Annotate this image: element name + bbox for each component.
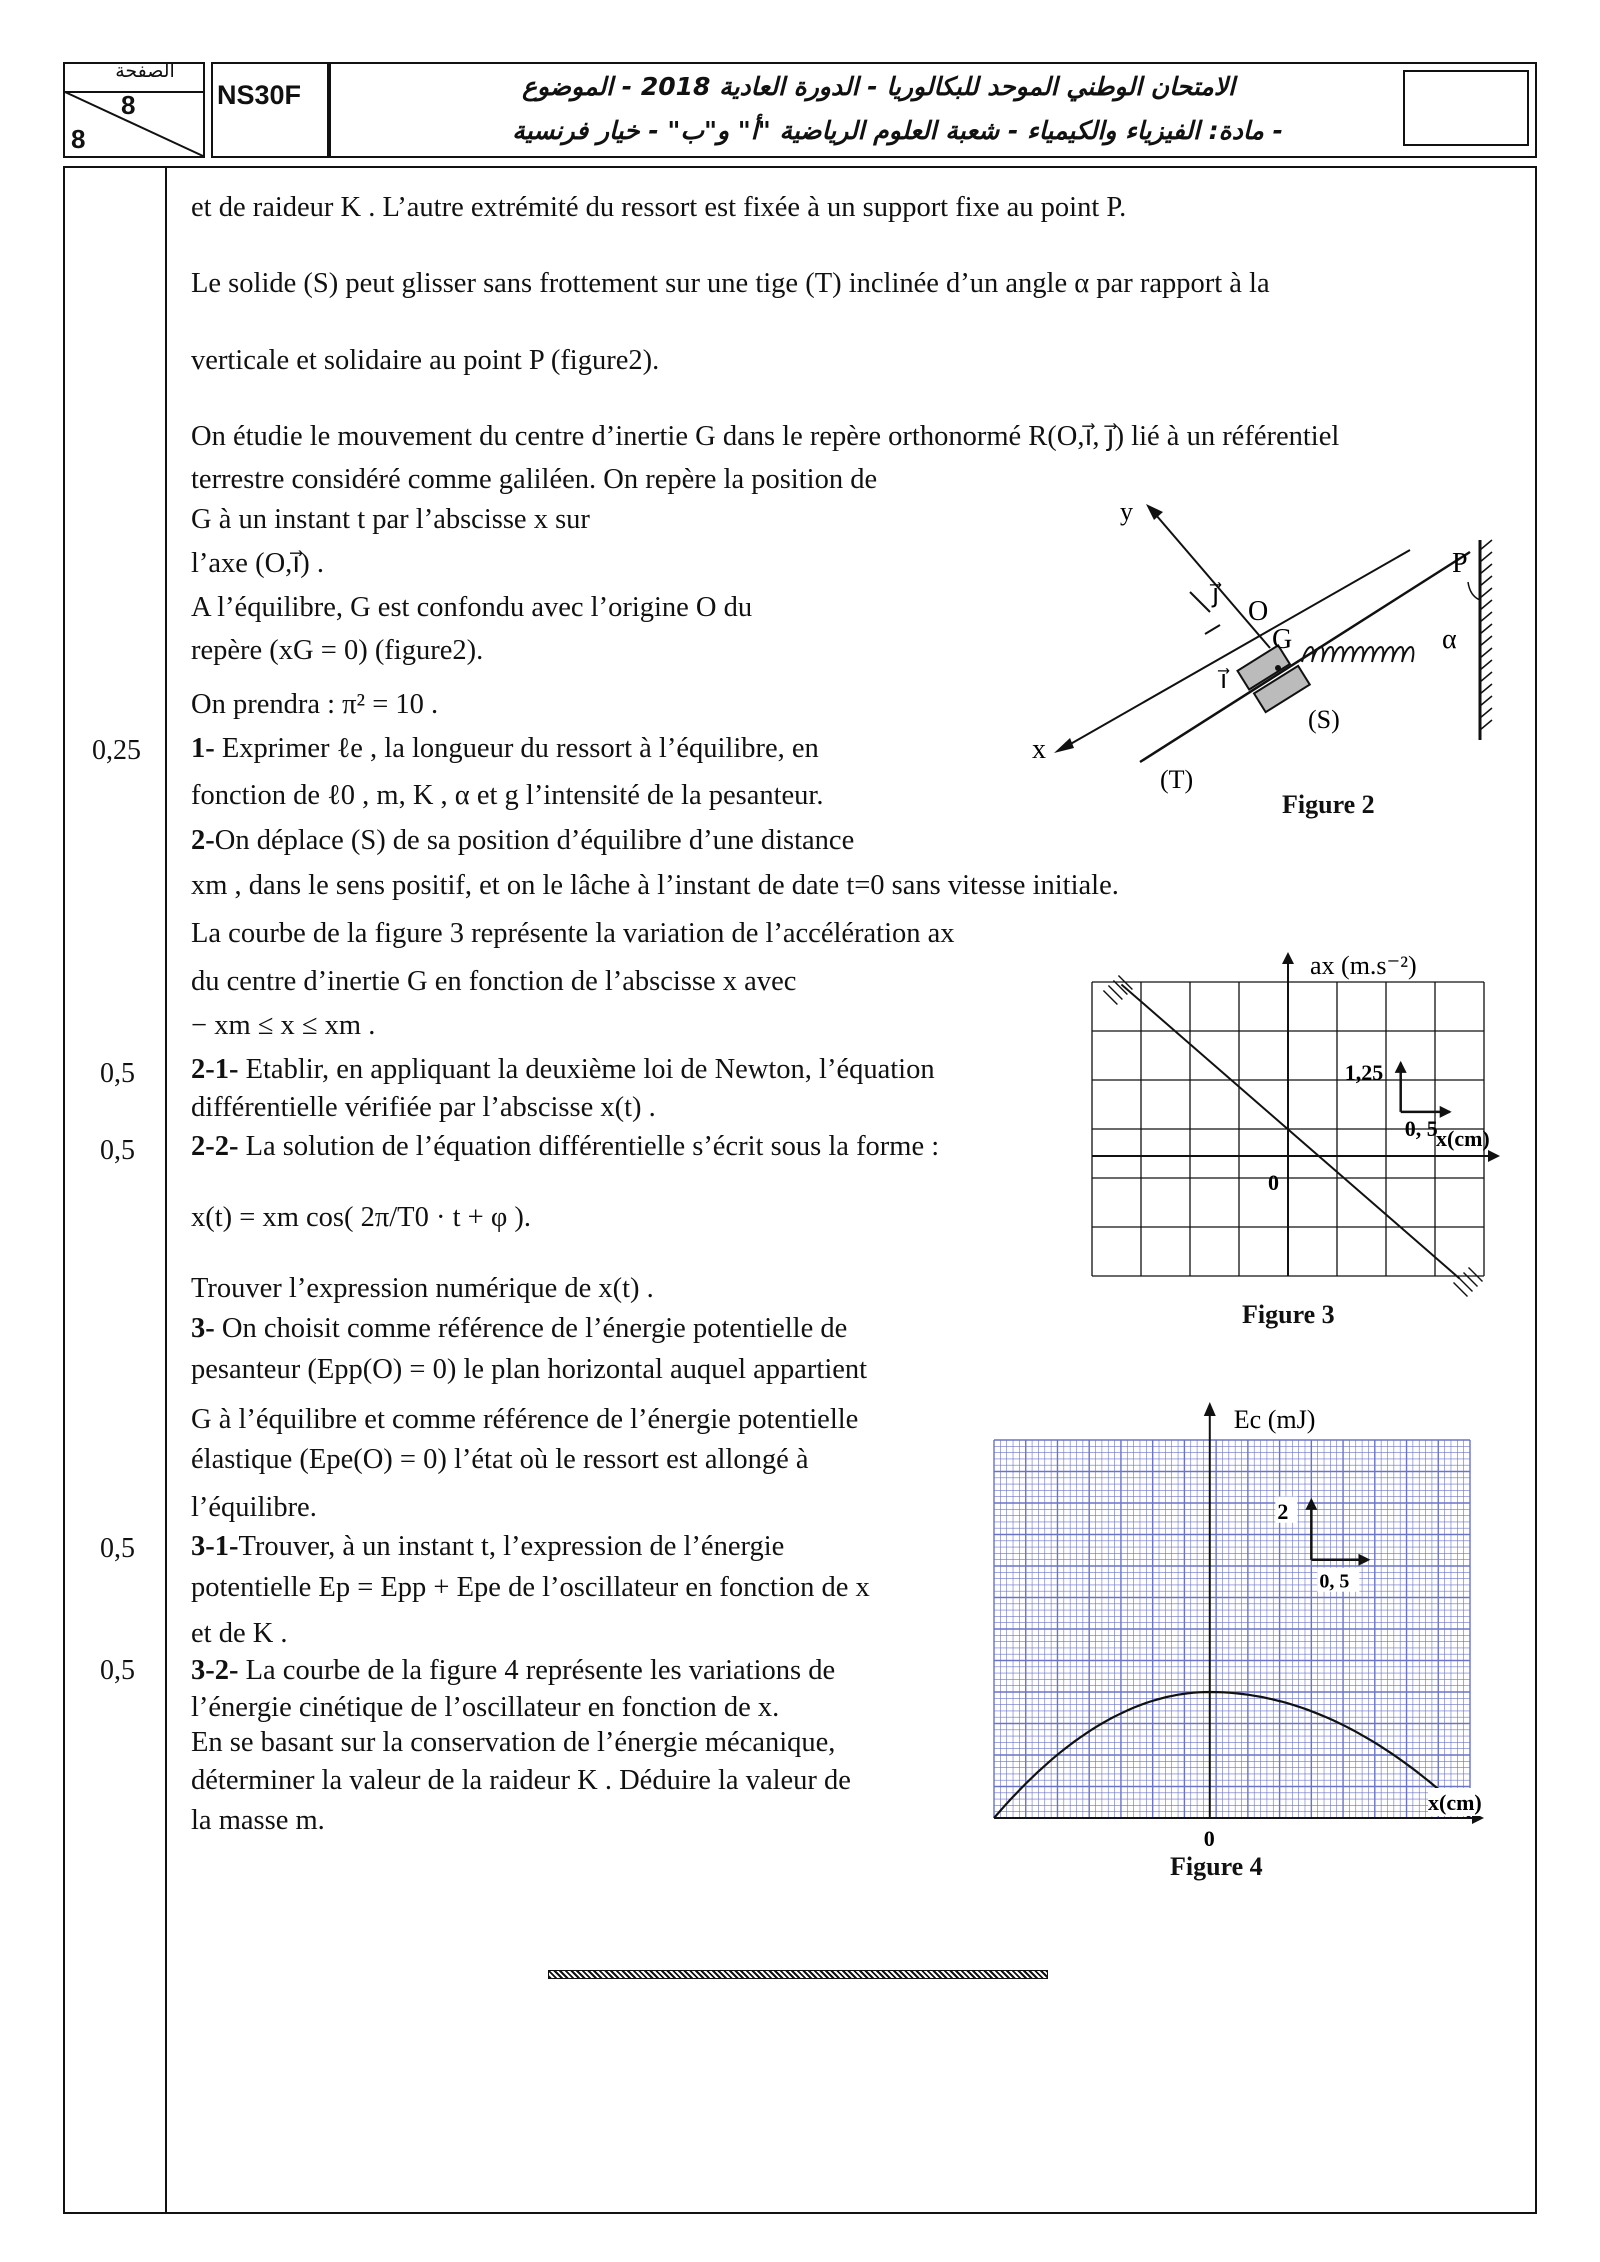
y-unit-arrowhead (1305, 1498, 1317, 1510)
question-text: Etablir, en appliquant la deuxième loi de Newton, l’équation (238, 1054, 935, 1085)
page-number-box (63, 62, 205, 158)
header-title-box (329, 62, 1537, 158)
score-q22: 0,5 (100, 1135, 135, 1166)
text-line: Le solide (S) peut glisser sans frottement sur une tige (T) inclinée d’un angle α par rapport à la (191, 268, 1270, 299)
y-axis-label: Ec (mJ) (1233, 1405, 1316, 1434)
text-line: déterminer la valeur de la raideur K . Déduire la valeur de (191, 1765, 851, 1796)
rod-T (1140, 552, 1470, 762)
text-line: et de K . (191, 1618, 288, 1649)
page-total: 8 (71, 124, 86, 154)
label-x: x (1032, 734, 1046, 765)
y-axis-arrow (1204, 1402, 1216, 1416)
question-2-1 (191, 1053, 935, 1087)
j-vector (1190, 592, 1210, 612)
text-line: En se basant sur la conservation de l’énergie mécanique, (191, 1727, 836, 1758)
origin-label: 0 (1203, 1826, 1215, 1851)
equation-xt: x(t) = xm cos( 2π/T0 · t + φ ). (191, 1202, 532, 1233)
score-q32: 0,5 (100, 1655, 135, 1686)
text-line: repère (xG = 0) (figure2). (191, 635, 484, 666)
question-3 (191, 1312, 847, 1346)
score-q1: 0,25 (92, 735, 141, 766)
exam-code: NS30F (217, 80, 302, 110)
point-G (1275, 665, 1281, 671)
exam-code-box (211, 62, 329, 158)
question-text: On choisit comme référence de l’énergie potentielle de (214, 1313, 848, 1344)
text-line: G à l’équilibre et comme référence de l’énergie potentielle (191, 1404, 859, 1435)
text-line: potentielle Ep = Epp + Epe de l’oscillateur en fonction de x (191, 1572, 870, 1603)
spring (1302, 647, 1413, 662)
question-number: 2- (191, 825, 215, 856)
question-2-2 (191, 1130, 939, 1164)
label-T: (T) (1160, 765, 1194, 794)
x-axis-arrow (1054, 738, 1074, 753)
label-O: O (1248, 596, 1269, 627)
figure-2-diagram (1032, 497, 1540, 794)
x-axis-label: x(cm) (1428, 1790, 1482, 1815)
header-title-line2: - مادة: الفيزياء والكيمياء - شعبة العلوم الرياضية "أ" و"ب" - خيار فرنسية (512, 116, 1283, 145)
score-box (1403, 70, 1529, 146)
text-line: et de raideur K . L’autre extrémité du ressort est fixée à un support fixe au point P. (191, 192, 1127, 223)
y-unit-arrowhead (1395, 1061, 1407, 1073)
text-line: l’équilibre. (191, 1492, 317, 1523)
label-alpha: α (1442, 624, 1457, 655)
text-line: la masse m. (191, 1805, 325, 1836)
figure-4-caption: Figure 4 (1170, 1852, 1263, 1881)
question-number: 2-1- (191, 1054, 239, 1085)
text-line: différentielle vérifiée par l’abscisse x(t) . (191, 1092, 656, 1123)
figure-3-chart (1090, 950, 1530, 1320)
text-line: xm , dans le sens positif, et on le lâche à l’instant de date t=0 sans vitesse initiale. (191, 870, 1119, 901)
origin-label: 0 (1268, 1169, 1279, 1195)
page-current: 8 (121, 90, 136, 120)
text-line: La courbe de la figure 3 représente la variation de l’accélération ax (191, 918, 955, 949)
y-unit-label: 2 (1277, 1498, 1289, 1524)
question-number: 1- (191, 733, 215, 764)
question-3-2 (191, 1654, 835, 1688)
text-line: A l’équilibre, G est confondu avec l’origine O du (191, 592, 753, 623)
text-line: Trouver l’expression numérique de x(t) . (191, 1273, 654, 1304)
question-number: 3-2- (191, 1655, 239, 1686)
angle-arc (1468, 582, 1480, 600)
label-j: j⃗ (1212, 579, 1220, 608)
end-of-exam-bar (548, 1970, 1048, 1979)
header-title-line1: الامتحان الوطني الموحد للبكالوريا - الدورة العادية 2018 - الموضوع (522, 72, 1235, 101)
y-axis-label: ax (m.s⁻²) (1310, 951, 1417, 980)
question-3-1 (191, 1530, 784, 1564)
label-i: i⃗ (1220, 665, 1228, 694)
x-unit-label: 0, 5 (1404, 1115, 1438, 1141)
text-line: du centre d’inertie G en fonction de l’abscisse x avec (191, 966, 797, 997)
text-line: G à un instant t par l’abscisse x sur (191, 504, 590, 535)
figure-2-caption: Figure 2 (1282, 790, 1375, 819)
figure-3-caption: Figure 3 (1242, 1300, 1335, 1329)
text-line: terrestre considéré comme galiléen. On repère la position de (191, 464, 878, 495)
text-line: On étudie le mouvement du centre d’inertie G dans le repère orthonormé R(O,i⃗, j⃗) lié à un référentiel (191, 421, 1340, 452)
text-line: On prendra : π² = 10 . (191, 689, 439, 720)
question-text: La solution de l’équation différentielle s’écrit sous la forme : (238, 1131, 940, 1162)
label-P: P (1452, 548, 1468, 579)
text-line: l’axe (O,i⃗) . (191, 548, 324, 579)
text-line: fonction de ℓ0 , m, K , α et g l’intensité de la pesanteur. (191, 780, 824, 811)
figure-4-chart (990, 1400, 1520, 1851)
question-number: 3- (191, 1313, 215, 1344)
label-G: G (1272, 624, 1293, 655)
question-number: 2-2- (191, 1131, 239, 1162)
text-line: verticale et solidaire au point P (figure2). (191, 345, 660, 376)
y-axis (1150, 508, 1270, 648)
x-unit-label: 0, 5 (1319, 1570, 1350, 1593)
wall-hatching (1480, 540, 1492, 730)
text-line: − xm ≤ x ≤ xm . (191, 1010, 376, 1041)
question-text: Exprimer ℓe , la longueur du ressort à l’équilibre, en (214, 733, 819, 764)
score-q31: 0,5 (100, 1533, 135, 1564)
question-text: La courbe de la figure 4 représente les variations de (238, 1655, 836, 1686)
question-2 (191, 824, 854, 858)
y-unit-label: 1,25 (1344, 1059, 1384, 1085)
margin-divider (165, 166, 167, 2214)
x-unit-arrowhead (1440, 1106, 1452, 1118)
i-vector (1205, 625, 1220, 634)
y-axis-arrow (1146, 504, 1163, 520)
text-line: l’énergie cinétique de l’oscillateur en fonction de x. (191, 1692, 780, 1723)
question-1 (191, 732, 819, 766)
question-text: Trouver, à un instant t, l’expression de l’énergie (238, 1531, 785, 1562)
x-axis-label: x(cm) (1436, 1125, 1490, 1151)
question-number: 3-1- (191, 1531, 239, 1562)
question-text: On déplace (S) de sa position d’équilibre d’une distance (214, 825, 855, 856)
score-q21: 0,5 (100, 1058, 135, 1089)
x-axis-arrow (1488, 1150, 1500, 1162)
label-S: (S) (1308, 705, 1340, 734)
text-line: pesanteur (Epp(O) = 0) le plan horizontal auquel appartient (191, 1354, 868, 1385)
y-axis-arrow (1282, 952, 1294, 964)
text-line: élastique (Epe(O) = 0) l’état où le ressort est allongé à (191, 1444, 809, 1475)
label-y: y (1120, 497, 1133, 526)
page-label: الصفحة (115, 60, 175, 82)
